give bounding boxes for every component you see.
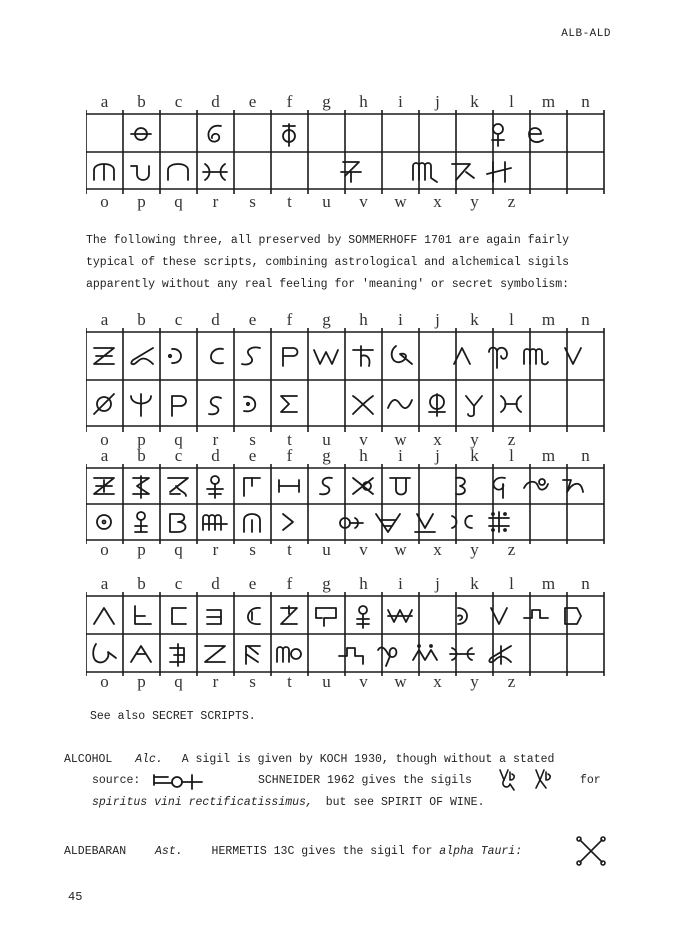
table1-glyph-y (444, 158, 481, 186)
table1-glyph-o (86, 158, 123, 186)
table2-glyph-g (308, 342, 345, 370)
table2-glyph-p (123, 390, 160, 418)
table3-glyph-c (160, 472, 197, 500)
table3-letters-top: a b c d e f g h i j k l m n (100, 446, 590, 465)
table4-glyph-k (444, 602, 481, 630)
aldebaran-text: HERMETIS 13C gives the sigil for (211, 845, 433, 858)
table2-glyph-x (419, 390, 456, 418)
table3-glyph-k (444, 472, 481, 500)
table4-glyph-l (481, 602, 518, 630)
page-number: 45 (68, 890, 83, 904)
table1-glyph-d (197, 120, 234, 148)
table2-glyph-h (345, 342, 382, 370)
table1-glyph-x (407, 158, 444, 186)
table3-glyph-b (123, 472, 160, 500)
table1-glyph-v (333, 156, 370, 184)
table3-glyph-f (271, 472, 308, 500)
alcohol-entry-line3 (92, 796, 484, 809)
table2-glyph-e (234, 342, 271, 370)
alcohol-source-label: source: (92, 774, 141, 787)
table4-glyph-w (370, 640, 407, 668)
table2-letters-top: a b c d e f g h i j k l m n (100, 310, 590, 329)
table2-glyph-s (234, 390, 271, 418)
table1-glyph-f (271, 120, 308, 148)
table3-glyph-w (370, 508, 407, 536)
table2-glyph-t (271, 390, 308, 418)
table2-glyph-r (197, 390, 234, 418)
table4-glyph-n (555, 602, 592, 630)
table3-glyph-o (86, 508, 123, 536)
table4-glyph-p (123, 640, 160, 668)
table1-glyph-z (481, 158, 518, 186)
alcohol-line1: A sigil is given by KOCH 1930, though without a stated (181, 753, 555, 766)
alcohol-for: for (580, 774, 601, 787)
table3-glyph-t (271, 508, 308, 536)
table3-glyph-e (234, 472, 271, 500)
table1-glyph-r (197, 158, 234, 186)
table2-glyph-a (86, 342, 123, 370)
see-also-note: See also SECRET SCRIPTS. (90, 710, 256, 723)
alcohol-koch-sigil (152, 772, 206, 790)
table3-glyph-q (160, 508, 197, 536)
table4-glyph-r (197, 640, 234, 668)
table2-glyph-d (197, 342, 234, 370)
alcohol-schneider: SCHNEIDER 1962 gives the sigils (258, 774, 472, 787)
table3-glyph-i (382, 472, 419, 500)
table1-glyph-n (517, 120, 554, 148)
table2-glyph-y (456, 390, 493, 418)
intro-paragraph: The following three, all preserved by SOMMERHOFF 1701 are again fairly typical of these scripts, combining astrological and alchemical sigils apparently without any real feeling for 'meaning' or secret symbolism: (86, 234, 570, 291)
aldebaran-sigil (574, 834, 608, 868)
table1-glyph-b (123, 120, 160, 148)
alcohol-entry-line1 (64, 753, 624, 766)
table3-glyph-m (518, 472, 555, 500)
table4-glyph-t (271, 640, 308, 668)
alcohol-abbr: Alc. (135, 753, 163, 766)
table3-glyph-y (444, 508, 481, 536)
table3-glyph-z (481, 508, 518, 536)
table4-glyph-y (444, 640, 481, 668)
table4-letters-top: a b c d e f g h i j k l m n (100, 574, 590, 593)
table4-glyph-m (518, 602, 555, 630)
table3-glyph-a (86, 472, 123, 500)
table4-glyph-b (123, 602, 160, 630)
table2-glyph-m (518, 342, 555, 370)
table4-glyph-s (234, 640, 271, 668)
table3-glyph-x (407, 508, 444, 536)
table4-glyph-q (160, 640, 197, 668)
alcohol-entry-line2 (92, 774, 140, 787)
table4-glyph-i (382, 602, 419, 630)
aldebaran-term: ALDEBARAN (64, 845, 127, 858)
table1-letters-top: a b c d e f g h i j k l m n (100, 92, 590, 111)
table4-glyph-g (308, 602, 345, 630)
table4-glyph-a (86, 602, 123, 630)
table2-glyph-o (86, 390, 123, 418)
table1-glyph-p (123, 158, 160, 186)
table2-letters-bottom: o p q r s t u v w x y z (100, 430, 516, 449)
table4-glyph-v (333, 640, 370, 668)
table2-glyph-c (160, 342, 197, 370)
table1-glyph-m (480, 120, 517, 148)
table1-glyph-q (160, 158, 197, 186)
table4-glyph-h (345, 602, 382, 630)
table3-glyph-h (345, 472, 382, 500)
alcohol-latin: spiritus vini rectificatissimus, (92, 796, 313, 809)
table2-glyph-f (271, 342, 308, 370)
table2-glyph-w (382, 390, 419, 418)
aldebaran-abbr: Ast. (155, 845, 183, 858)
table2-glyph-k (444, 342, 481, 370)
table3-letters-bottom: o p q r s t u v w x y z (100, 540, 516, 559)
table3-glyph-p (123, 508, 160, 536)
alcohol-schneider-sigils (496, 766, 574, 792)
running-header: ALB-ALD (561, 28, 611, 40)
table4-glyph-z (481, 640, 518, 668)
alcohol-see: but see SPIRIT OF WINE. (325, 796, 485, 809)
table2-glyph-q (160, 390, 197, 418)
table4-glyph-d (197, 602, 234, 630)
table3-glyph-r (197, 508, 234, 536)
table3-glyph-l (481, 472, 518, 500)
table4-glyph-c (160, 602, 197, 630)
table4-glyph-x (407, 640, 444, 668)
table1-letters-bottom: o p q r s t u v w x y z (100, 192, 516, 211)
aldebaran-latin: alpha Tauri: (439, 845, 523, 858)
table2-glyph-i (382, 342, 419, 370)
table4-letters-bottom: o p q r s t u v w x y z (100, 672, 516, 691)
aldebaran-entry (64, 845, 584, 858)
alcohol-term: ALCOHOL (64, 753, 113, 766)
table4-glyph-f (271, 602, 308, 630)
table3-glyph-s (234, 508, 271, 536)
table2-glyph-n (555, 342, 592, 370)
table3-glyph-v (333, 508, 370, 536)
table2-glyph-l (481, 342, 518, 370)
table3-glyph-g (308, 472, 345, 500)
table2-glyph-b (123, 342, 160, 370)
table3-glyph-d (197, 472, 234, 500)
table3-glyph-n (555, 472, 592, 500)
table4-glyph-o (86, 640, 123, 668)
table2-glyph-z (493, 390, 530, 418)
table4-glyph-e (234, 602, 271, 630)
table2-glyph-v (345, 390, 382, 418)
